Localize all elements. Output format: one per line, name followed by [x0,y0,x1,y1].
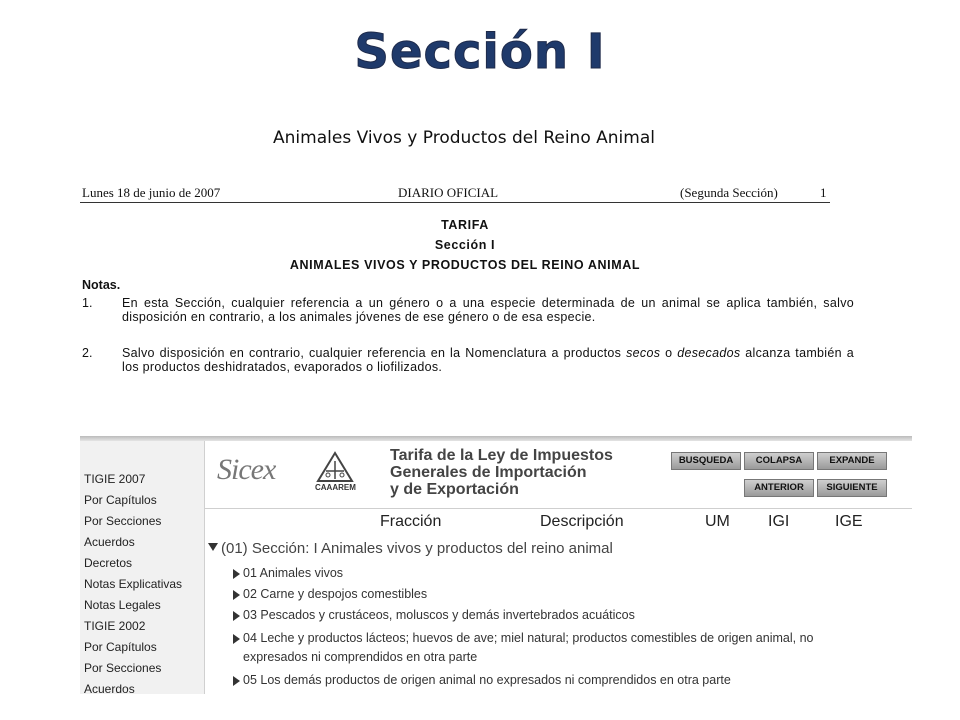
sidebar-item-acuerdos-2002[interactable]: Acuerdos [84,682,135,694]
collapsed-triangle-icon[interactable] [233,634,240,644]
sidebar-item-por-secciones-2002[interactable]: Por Secciones [84,661,162,675]
sidebar-item-tigie-2007[interactable]: TIGIE 2007 [84,472,146,486]
caaarem-logo [315,451,361,497]
sidebar-item-por-capitulos-2002[interactable]: Por Capítulos [84,640,157,654]
document-section: (Segunda Sección) [680,185,778,200]
tree-chapter-item[interactable]: 03 Pescados y crustáceos, moluscos y demás invertebrados acuáticos [233,606,903,625]
note-text: Salvo disposición en contrario, cualquier referencia en la Nomenclatura a productos secos o desecados alcanza también a los productos deshidratados, evaporados o liofilizados. [122,346,854,374]
document-paper-name: DIARIO OFICIAL [398,185,499,200]
column-um: UM [705,513,730,530]
tree-chapter-item[interactable]: 02 Carne y despojos comestibles [233,585,903,604]
tree-chapter-item[interactable]: 05 Los demás productos de origen animal no expresados ni comprendidos en otra parte [233,671,903,690]
main-panel [205,441,912,694]
sicex-logo: Sicex [217,453,276,486]
expande-button[interactable]: EXPANDE [817,452,887,470]
note-number: 1. [82,296,93,310]
sidebar-item-decretos[interactable]: Decretos [84,556,133,570]
busqueda-button[interactable]: BUSQUEDA [671,452,741,470]
column-headers [205,513,912,533]
column-ige: IGE [835,513,863,530]
collapsed-triangle-icon[interactable] [233,611,240,621]
slide-subtitle: Animales Vivos y Productos del Reino Animal [273,128,655,148]
document-heading-section: Sección I [434,238,496,252]
expanded-triangle-icon[interactable] [208,543,218,551]
document-heading-title: ANIMALES VIVOS Y PRODUCTOS DEL REINO ANIMAL [289,258,641,272]
document-heading-tarifa: TARIFA [441,218,489,232]
app-banner [205,441,912,509]
column-igi: IGI [768,513,790,530]
document-date: Lunes 18 de junio de 2007 [82,185,221,200]
anterior-button[interactable]: ANTERIOR [744,479,814,497]
note-item [82,346,852,376]
slide-title: Sección I [354,24,606,80]
sidebar-item-notas-legales[interactable]: Notas Legales [84,598,161,612]
collapsed-triangle-icon[interactable] [233,569,240,579]
document-header [80,180,830,203]
column-fraccion: Fracción [380,513,442,530]
note-item [82,296,852,340]
tigie-app-window [80,436,912,694]
colapsa-button[interactable]: COLAPSA [744,452,814,470]
document-page-number: 1 [820,185,827,200]
caaarem-emblem-icon [315,451,355,483]
tree-root-section[interactable]: (01) Sección: I Animales vivos y productos del reino animal [208,540,613,557]
collapsed-triangle-icon[interactable] [233,590,240,600]
document-excerpt [80,180,876,380]
note-text: En esta Sección, cualquier referencia a un género o a una especie determinada de un animal se aplica también, salvo disposición en contrario, a los animales jóvenes de ese género o de esa especie. [122,296,854,324]
tree-chapter-item[interactable]: 04 Leche y productos lácteos; huevos de ave; miel natural; productos comestibles de origen animal, no expresados ni comprendidos en otra parte [233,629,903,667]
note-number: 2. [82,346,93,360]
collapsed-triangle-icon[interactable] [233,676,240,686]
sidebar-item-por-capitulos[interactable]: Por Capítulos [84,493,157,507]
notes-title: Notas. [82,278,121,292]
sidebar [80,441,205,694]
siguiente-button[interactable]: SIGUIENTE [817,479,887,497]
caaarem-wordmark: CAAAREM [315,483,356,492]
sidebar-item-tigie-2002[interactable]: TIGIE 2002 [84,619,146,633]
column-descripcion: Descripción [540,513,624,530]
sidebar-item-notas-explicativas[interactable]: Notas Explicativas [84,577,183,591]
banner-title: Tarifa de la Ley de Impuestos Generales de Importación y de Exportación [390,447,613,498]
sidebar-item-por-secciones[interactable]: Por Secciones [84,514,162,528]
tree-chapter-item[interactable]: 01 Animales vivos [233,564,903,583]
sidebar-item-acuerdos[interactable]: Acuerdos [84,535,135,549]
